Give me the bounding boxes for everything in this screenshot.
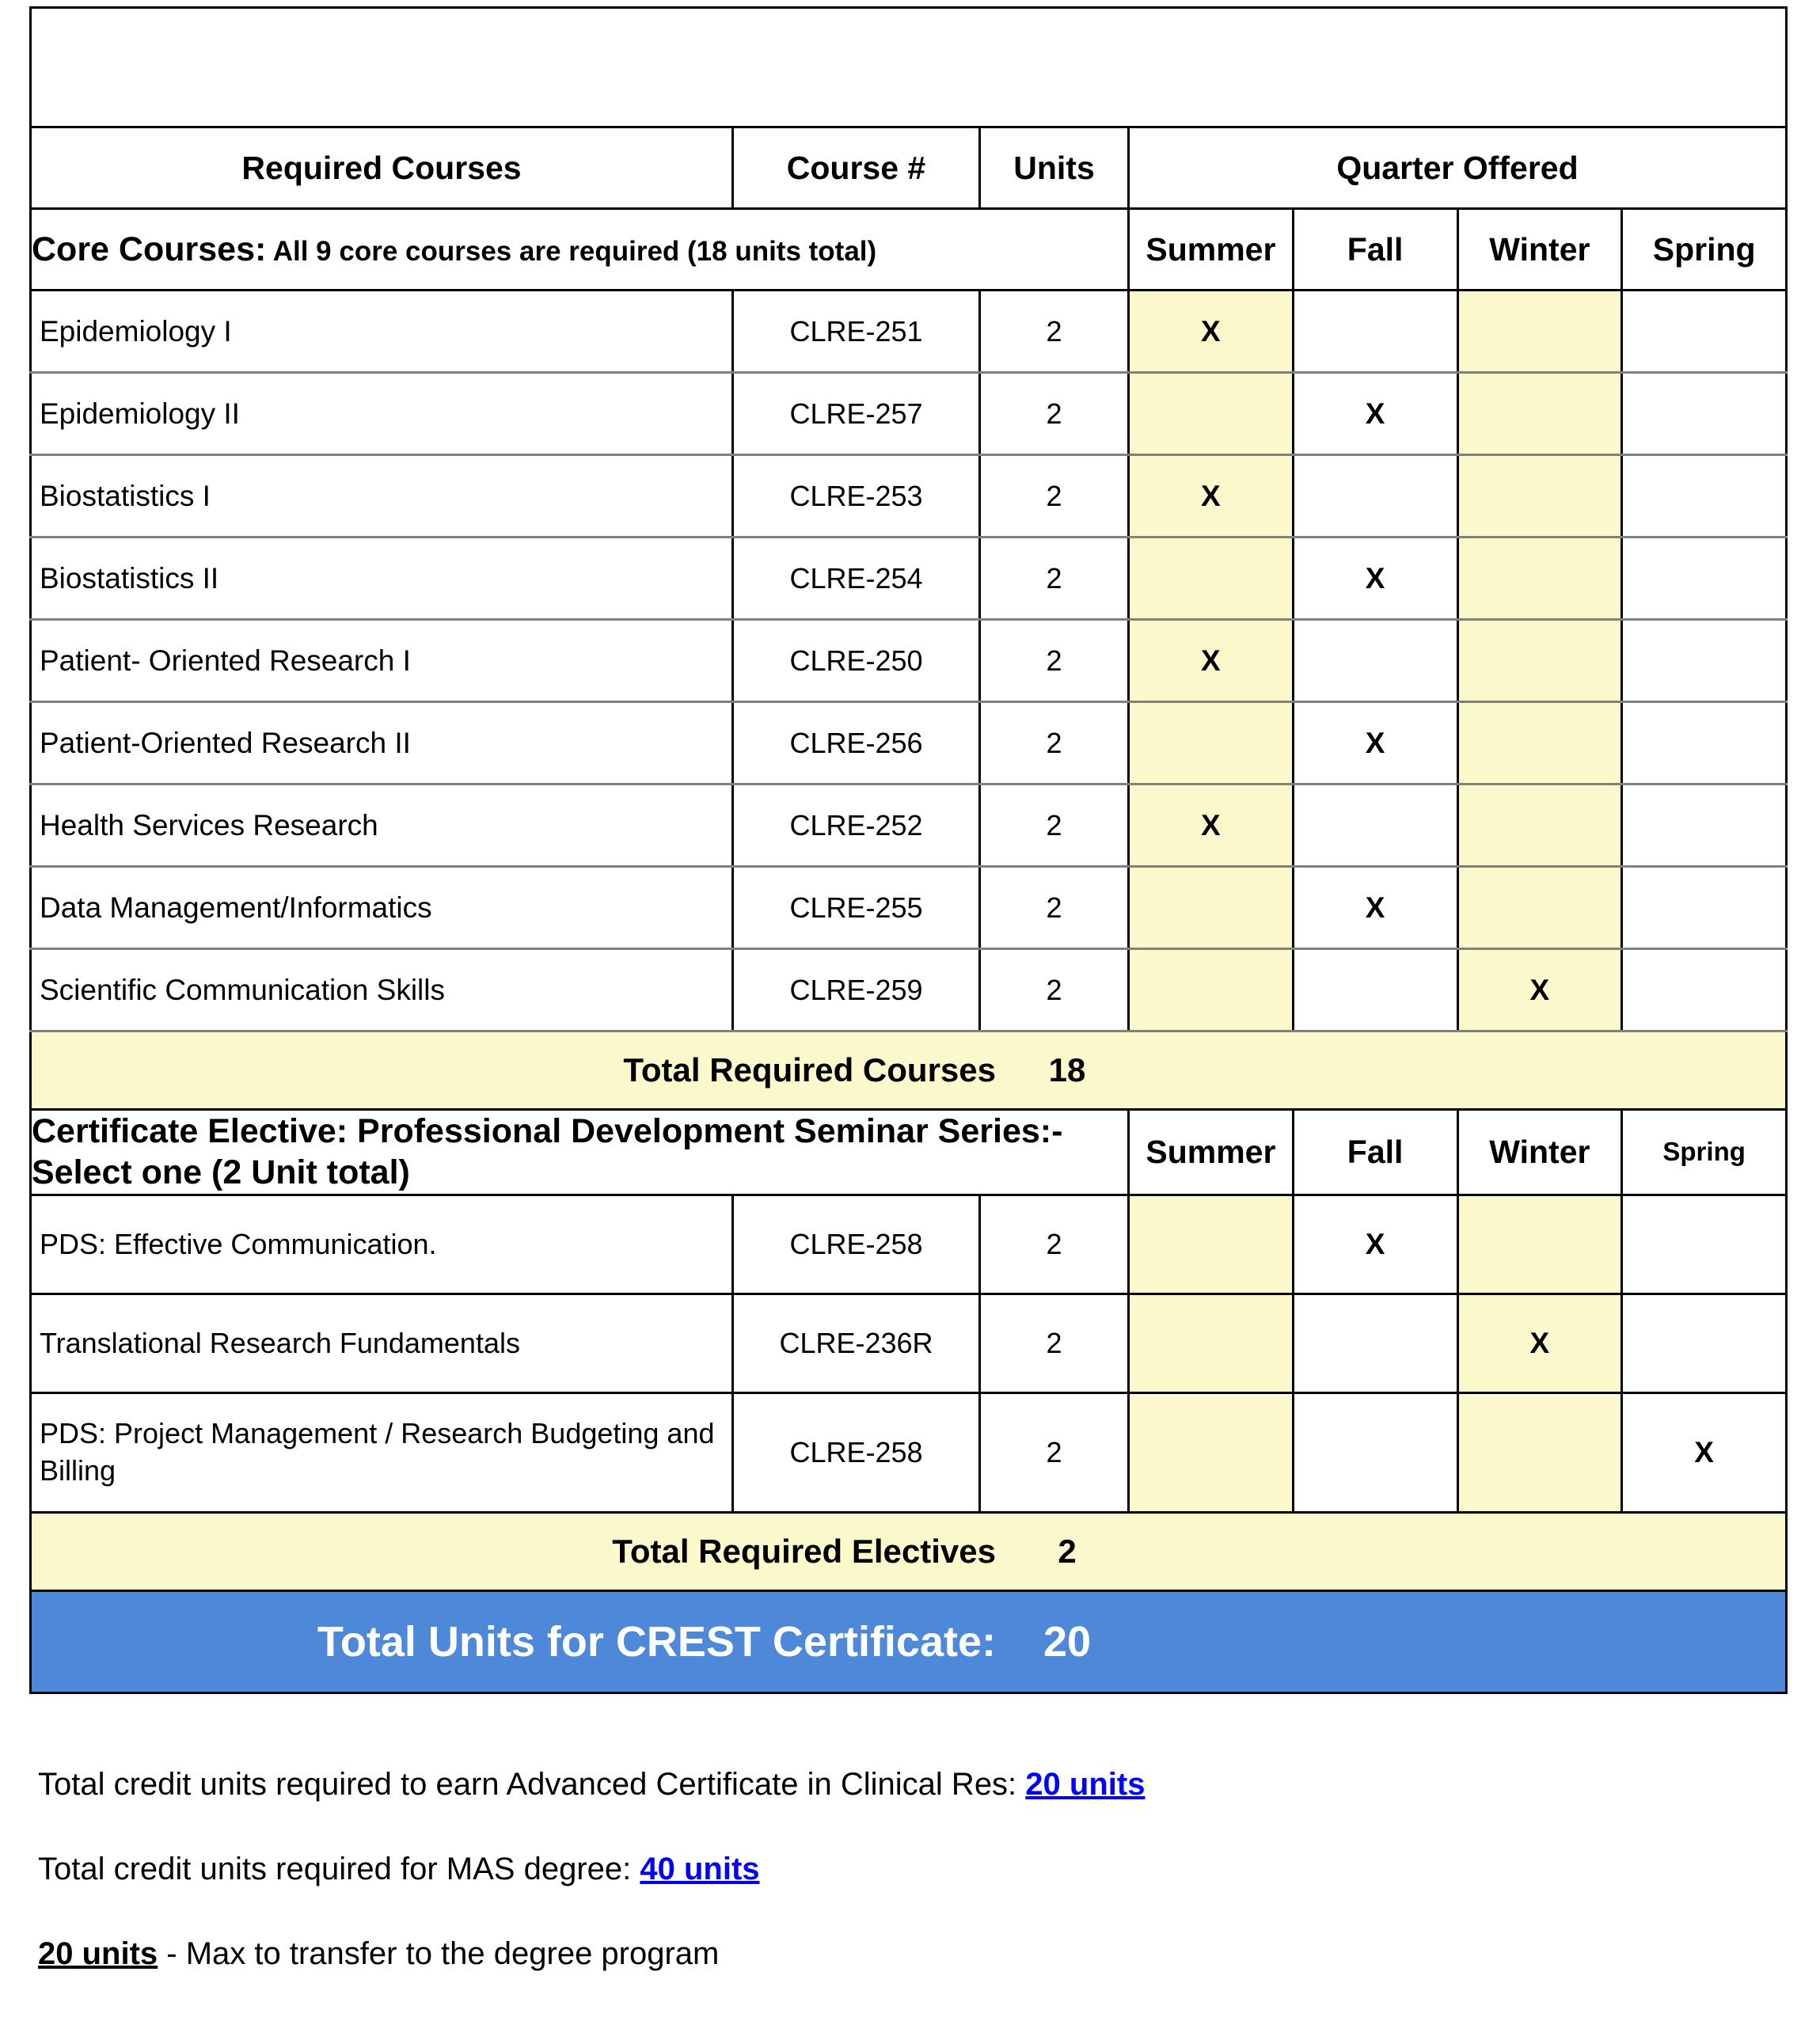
table-row <box>31 702 1787 784</box>
course-name: Translational Research Fundamentals <box>31 1294 733 1392</box>
course-units: 2 <box>980 702 1129 784</box>
quarter-mark-summer <box>1129 702 1294 784</box>
course-number: CLRE-258 <box>733 1195 980 1294</box>
course-name: Epidemiology I <box>31 291 733 373</box>
quarter-mark-winter <box>1457 784 1622 867</box>
table-row <box>31 455 1787 538</box>
core-section-title <box>31 209 1129 291</box>
quarter-mark-fall <box>1293 1294 1457 1392</box>
total-required-courses-cell <box>31 1031 1787 1110</box>
quarter-mark-spring <box>1622 373 1787 455</box>
elective-quarter-header-spring: Spring <box>1622 1110 1787 1195</box>
table-row <box>31 867 1787 949</box>
course-name: Health Services Research <box>31 784 733 867</box>
table-row <box>31 1294 1787 1392</box>
note-mas-text: Total credit units required for MAS degree: <box>38 1852 640 1886</box>
quarter-mark-spring <box>1622 538 1787 620</box>
quarter-mark-winter <box>1457 291 1622 373</box>
header-quarter-offered: Quarter Offered <box>1129 127 1787 209</box>
quarter-mark-fall: X <box>1293 538 1457 620</box>
header-required-courses: Required Courses <box>31 127 733 209</box>
quarter-mark-fall: X <box>1293 373 1457 455</box>
quarter-mark-spring: X <box>1622 1392 1787 1512</box>
core-quarter-header-winter: Winter <box>1457 209 1622 291</box>
quarter-mark-winter <box>1457 373 1622 455</box>
quarter-mark-summer <box>1129 949 1294 1031</box>
header-course-number: Course # <box>733 127 980 209</box>
note-certificate-link[interactable]: 20 units <box>1025 1767 1146 1802</box>
course-units: 2 <box>980 620 1129 702</box>
quarter-mark-winter <box>1457 538 1622 620</box>
total-required-electives-value: 2 <box>1058 1532 1077 1570</box>
note-certificate-text: Total credit units required to earn Advanced Certificate in Clinical Res: <box>38 1767 1026 1802</box>
course-name: Biostatistics I <box>31 455 733 538</box>
course-units: 2 <box>980 455 1129 538</box>
elective-section-title <box>31 1110 1129 1195</box>
quarter-mark-summer <box>1129 1392 1294 1512</box>
course-units: 2 <box>980 867 1129 949</box>
total-required-electives-label: Total Required Electives <box>612 1532 996 1570</box>
note-mas-link[interactable]: 40 units <box>640 1852 760 1886</box>
quarter-mark-summer: X <box>1129 784 1294 867</box>
quarter-mark-summer <box>1129 1294 1294 1392</box>
elective-quarter-header-summer: Summer <box>1129 1110 1294 1195</box>
course-units: 2 <box>980 1392 1129 1512</box>
course-name: Biostatistics II <box>31 538 733 620</box>
core-section-band <box>31 209 1787 291</box>
footer-notes <box>38 1767 1700 2021</box>
note-transfer-lead: 20 units <box>38 1936 158 1971</box>
core-quarter-header-summer: Summer <box>1129 209 1294 291</box>
header-units: Units <box>980 127 1129 209</box>
quarter-mark-spring <box>1622 702 1787 784</box>
grand-total-cell <box>31 1590 1787 1692</box>
course-units: 2 <box>980 784 1129 867</box>
core-quarter-header-fall: Fall <box>1293 209 1457 291</box>
quarter-mark-summer: X <box>1129 455 1294 538</box>
elective-quarter-header-fall: Fall <box>1293 1110 1457 1195</box>
course-units: 2 <box>980 949 1129 1031</box>
course-number: CLRE-257 <box>733 373 980 455</box>
table-row <box>31 784 1787 867</box>
core-section-rest: All 9 core courses are required (18 units total) <box>266 235 877 267</box>
total-required-courses-row <box>31 1031 1787 1110</box>
quarter-mark-spring <box>1622 620 1787 702</box>
course-name: Epidemiology II <box>31 373 733 455</box>
course-number: CLRE-250 <box>733 620 980 702</box>
quarter-mark-winter <box>1457 455 1622 538</box>
course-name: Patient- Oriented Research I <box>31 620 733 702</box>
elective-quarter-header-winter: Winter <box>1457 1110 1622 1195</box>
quarter-mark-fall: X <box>1293 1195 1457 1294</box>
title-row <box>31 8 1787 127</box>
table-row <box>31 538 1787 620</box>
table-row <box>31 1195 1787 1294</box>
quarter-mark-spring <box>1622 291 1787 373</box>
course-number: CLRE-256 <box>733 702 980 784</box>
course-number: CLRE-255 <box>733 867 980 949</box>
quarter-mark-winter <box>1457 620 1622 702</box>
grand-total-value: 20 <box>1043 1617 1092 1666</box>
quarter-mark-fall <box>1293 784 1457 867</box>
quarter-mark-fall: X <box>1293 702 1457 784</box>
total-required-courses-value: 18 <box>1048 1051 1086 1088</box>
course-units: 2 <box>980 1294 1129 1392</box>
core-section-lead: Core Courses: <box>32 230 267 268</box>
quarter-mark-winter <box>1457 702 1622 784</box>
quarter-mark-summer: X <box>1129 291 1294 373</box>
course-number: CLRE-258 <box>733 1392 980 1512</box>
column-header-row <box>31 127 1787 209</box>
quarter-mark-spring <box>1622 784 1787 867</box>
grand-total-row <box>31 1590 1787 1692</box>
quarter-mark-spring <box>1622 867 1787 949</box>
course-units: 2 <box>980 1195 1129 1294</box>
quarter-mark-winter <box>1457 867 1622 949</box>
table-row <box>31 373 1787 455</box>
table-row <box>31 949 1787 1031</box>
course-units: 2 <box>980 538 1129 620</box>
quarter-mark-spring <box>1622 1294 1787 1392</box>
quarter-mark-fall <box>1293 620 1457 702</box>
quarter-mark-winter: X <box>1457 1294 1622 1392</box>
quarter-mark-summer <box>1129 1195 1294 1294</box>
crest-curriculum-table <box>29 6 1788 1694</box>
quarter-mark-spring <box>1622 949 1787 1031</box>
quarter-mark-summer <box>1129 538 1294 620</box>
course-number: CLRE-253 <box>733 455 980 538</box>
total-required-courses-label: Total Required Courses <box>623 1051 996 1088</box>
quarter-mark-summer: X <box>1129 620 1294 702</box>
course-number: CLRE-236R <box>733 1294 980 1392</box>
page-title: CREST Curriculum Overview <box>31 8 1787 127</box>
note-transfer-max <box>38 1936 1700 1972</box>
quarter-mark-spring <box>1622 1195 1787 1294</box>
quarter-mark-fall <box>1293 455 1457 538</box>
course-name: Patient-Oriented Research II <box>31 702 733 784</box>
note-mas-units <box>38 1852 1700 1887</box>
elective-heading-line1: Certificate Elective: Professional Development Seminar Series:- <box>32 1112 1063 1150</box>
total-required-electives-cell <box>31 1512 1787 1590</box>
quarter-mark-summer <box>1129 867 1294 949</box>
course-units: 2 <box>980 291 1129 373</box>
quarter-mark-winter <box>1457 1392 1622 1512</box>
grand-total-label: Total Units for CREST Certificate: <box>317 1617 996 1666</box>
course-number: CLRE-254 <box>733 538 980 620</box>
course-name: PDS: Effective Communication. <box>31 1195 733 1294</box>
course-number: CLRE-259 <box>733 949 980 1031</box>
quarter-mark-summer <box>1129 373 1294 455</box>
note-transfer-text: - Max to transfer to the degree program <box>158 1936 720 1971</box>
quarter-mark-fall <box>1293 291 1457 373</box>
quarter-mark-winter <box>1457 1195 1622 1294</box>
quarter-mark-fall <box>1293 949 1457 1031</box>
elective-section-band <box>31 1110 1787 1195</box>
note-certificate-units <box>38 1767 1700 1803</box>
course-name: PDS: Project Management / Research Budgeting and Billing <box>31 1392 733 1512</box>
course-units: 2 <box>980 373 1129 455</box>
quarter-mark-fall <box>1293 1392 1457 1512</box>
table-row <box>31 1392 1787 1512</box>
quarter-mark-winter: X <box>1457 949 1622 1031</box>
elective-heading-line2: Select one (2 Unit total) <box>32 1153 410 1192</box>
course-name: Data Management/Informatics <box>31 867 733 949</box>
course-number: CLRE-251 <box>733 291 980 373</box>
table-row <box>31 291 1787 373</box>
core-quarter-header-spring: Spring <box>1622 209 1787 291</box>
table-row <box>31 620 1787 702</box>
quarter-mark-fall: X <box>1293 867 1457 949</box>
course-number: CLRE-252 <box>733 784 980 867</box>
course-name: Scientific Communication Skills <box>31 949 733 1031</box>
total-required-electives-row <box>31 1512 1787 1590</box>
quarter-mark-spring <box>1622 455 1787 538</box>
